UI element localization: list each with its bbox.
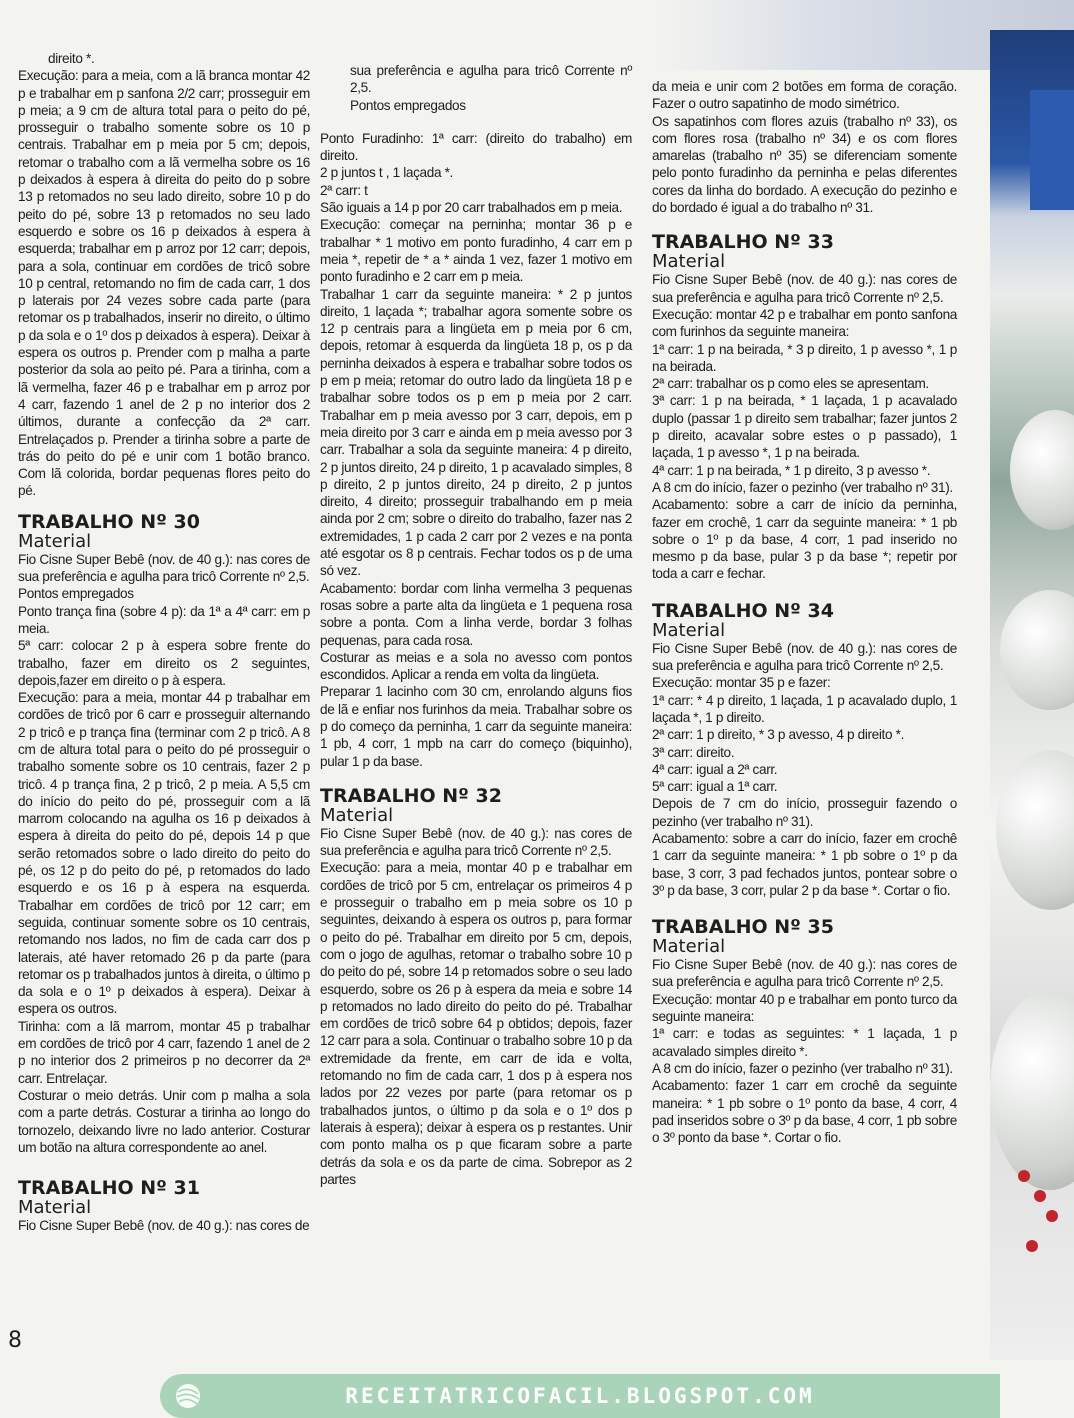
paragraph: Ponto Furadinho: 1ª carr: (direito do trabalho) em direito. <box>320 130 632 164</box>
paragraph: direito *. <box>48 51 95 66</box>
paragraph: 4ª carr: igual a 2ª carr. <box>652 761 778 777</box>
paragraph: 4ª carr: 1 p na beirada, * 1 p direito, 3 p avesso *. <box>652 462 931 478</box>
section-subheading: Material <box>652 251 726 273</box>
photo-shoe-1 <box>1010 410 1074 530</box>
section-heading: TRABALHO Nº 31 <box>18 1177 200 1200</box>
photo-flower <box>1026 1240 1038 1252</box>
section-subheading: Material <box>652 936 726 958</box>
paragraph: A 8 cm do início, fazer o pezinho (ver trabalho nº 31). <box>652 1060 953 1076</box>
paragraph: 1ª carr: 1 p na beirada, * 3 p direito, 1 p avesso *, 1 p na beirada. <box>652 341 957 374</box>
paragraph: Pontos empregados <box>18 586 134 602</box>
paragraph: da meia e unir com 2 botões em forma de coração. Fazer o outro sapatinho de modo simétrico. <box>652 79 957 112</box>
paragraph: Depois de 7 cm do início, prosseguir fazendo o pezinho (ver trabalho nº 31). <box>652 796 957 829</box>
photo-flower <box>1018 1170 1030 1182</box>
section-heading: TRABALHO Nº 35 <box>652 916 834 939</box>
paragraph: Fio Cisne Super Bebê (nov. de 40 g.): nas cores de sua preferência e agulha para tricô Corrente nº 2,5. <box>18 551 310 585</box>
paragraph: São iguais a 14 p por 20 carr trabalhados em p meia. <box>320 200 623 216</box>
paragraph: Acabamento: bordar com linha vermelha 3 pequenas rosas sobre a parte alta da lingüeta e 1 pequena rosa sobre a ponta. Com a linha verde, bordar 3 folhas pequenas, para cada rosa. <box>320 580 632 648</box>
section-heading: TRABALHO Nº 33 <box>652 231 834 254</box>
paragraph: Execução: para a meia, montar 40 p e trabalhar em cordões de tricô por 5 cm, entrelaçar os primeiros 4 p e prosseguir o trabalho em p meia sobre os 10 p seguintes, deixando à espera os outros p, para formar o peito do pé. Trabalhar em direito por 5 cm, depois, com o jogo de agulhas, retomar o trabalho sobre 10 p do peito do pé, sobre 14 p retomados sobre o seu lado esquerdo, sobre os 26 p à espera da meia e sobre 14 p retomados no lado direito do peito do pé. Trabalhar em cordões de tricô sobre 64 p obtidos; depois, fazer 12 carr para a sola. Continuar o trabalho sobre 10 p da extremidade da frente, em carr de ida e volta, retomando no fim de cada carr, 1 dos p à espera nos lados por 22 vezes por parte (para retomar os p trabalhados juntos, o último p da sola e o 1º dos p laterais à espera); deixar à espera os p restantes. Unir com ponto malha os p que ficaram sobre a parte detrás da sola e os da parte de cima. Sobrepor as 2 partes <box>320 860 632 1187</box>
paragraph: Execução: montar 40 p e trabalhar em ponto turco da seguinte maneira: <box>652 991 957 1025</box>
footer-banner <box>160 1374 1000 1418</box>
paragraph: Ponto trança fina (sobre 4 p): da 1ª a 4ª carr: em p meia. <box>18 603 310 636</box>
paragraph: A 8 cm do início, fazer o pezinho (ver trabalho nº 31). <box>652 479 953 495</box>
paragraph: Execução: para a meia, montar 44 p trabalhar em cordões de tricô por 6 carr e prosseguir alternando 2 p tricô e p trança fina (terminar com 2 p tricô. A 8 cm de altura total para o peito do pé prosseguir o trabalho somente sobre os 10 centrais, fazer 2 p tricô. 4 p trança fina, 2 p tricô, 2 p meia. A 5,5 cm do início do peito do pé, prosseguir com a lã marrom colocando na agulha os 16 p deixados à espera à direita do peito do pé, depois 14 p que serão retomados sobre o lado direito do peito do pé, os 12 p do peito do pé, p retomados do lado esquerdo e os 16 p à espera na esquerda. Trabalhar em cordões de tricô por 12 carr; em seguida, continuar somente sobre os 10 centrais, retomando nos lados, no fim de cada carr dos p laterais, até haver retomado 26 p da parte (para retomar os p trabalhados juntos à direita, o último p da sola e o 1º p deixados à espera). Deixar à espera os outros. <box>18 690 310 1017</box>
section-subheading: Material <box>320 804 394 826</box>
section-subheading: Material <box>18 530 92 552</box>
paragraph: Costurar as meias e a sola no avesso com pontos escondidos. Aplicar a renda em volta da lingüeta. <box>320 649 632 683</box>
footer-site-url[interactable]: RECEITATRICOFACIL.BLOGSPOT.COM <box>345 1384 815 1408</box>
paragraph: Fio Cisne Super Bebê (nov. de 40 g.): nas cores de sua preferência e agulha para tricô Corrente nº 2,5. <box>320 825 632 859</box>
photo-shoe-3 <box>996 750 1074 910</box>
paragraph: Trabalhar 1 carr da seguinte maneira: * 2 p juntos direito, 1 laçada *; trabalhar agora somente sobre os 12 p centrais para a lingüeta em p meia por 6 cm, depois, retomar à esquerda da lingüeta 18 p, os p da perninha deixados à espera e trabalhar sobre todos os p em p meia; retomar do outro lado da lingüeta 18 p e trabalhar sobre todos os p em p meia por 2 carr. Trabalhar em p meia avesso por 3 carr, depois, em p meia direito por 3 carr e ainda em p meia avesso por 3 carr. Trabalhar a sola da seguinte maneira: 4 p direito, 2 p juntos direito, 24 p direito, 1 p acavalado simples, 8 p direito, 2 p juntos direito, 24 p direito, 2 p juntos direito, 4 direito; prosseguir trabalhando em p meia ainda por 2 cm; sobre o direito do trabalho, fazer nas 2 extremidades, 1 p cada 2 carr por 2 vezes e na ponta até esgotar os 8 p centrais. Fechar todos os p de uma só vez. <box>320 286 632 579</box>
photo-flower <box>1046 1210 1058 1222</box>
paragraph: Tirinha: com a lã marrom, montar 45 p trabalhar em cordões de tricô por 4 carr, fazendo 1 anel de 2 p no interior dos 2 primeiros p no decorrer da 2ª carr. Entrelaçar. <box>18 1018 310 1086</box>
paragraph: Execução: montar 35 p e fazer: <box>652 675 831 691</box>
paragraph: 3ª carr: 1 p na beirada, * 1 laçada, 1 p acavalado duplo (passar 1 p direito sem trabalhar; fazer juntos 2 p direito, acavalar sobre estes o p passado), 1 laçada, 1 p avesso *, 1 p na beirada. <box>652 393 957 461</box>
page-number: 8 <box>8 1328 22 1353</box>
paragraph: 3ª carr: direito. <box>652 744 735 760</box>
paragraph: 2ª carr: trabalhar os p como eles se apresentam. <box>652 376 929 392</box>
column-right <box>652 78 957 1146</box>
paragraph: Execução: montar 42 p e trabalhar em ponto sanfona com furinhos da seguinte maneira: <box>652 306 957 340</box>
section-subheading: Material <box>18 1197 92 1219</box>
paragraph: 1ª carr: * 4 p direito, 1 laçada, 1 p acavalado duplo, 1 laçada *, 1 p direito. <box>652 692 957 725</box>
paragraph: sua preferência e agulha para tricô Corrente nº 2,5. <box>350 63 632 96</box>
paragraph: 5ª carr: igual a 1ª carr. <box>652 779 778 795</box>
paragraph: 2ª carr: t <box>320 182 368 198</box>
yarn-ball-icon <box>174 1382 202 1410</box>
paragraph: 2ª carr: 1 p direito, * 3 p avesso, 4 p direito *. <box>652 727 904 743</box>
photo-shoe-2 <box>1000 590 1074 710</box>
paragraph: Pontos empregados <box>350 97 466 113</box>
column-middle <box>320 62 632 1188</box>
paragraph: Fio Cisne Super Bebê (nov. de 40 g.): nas cores de <box>18 1218 310 1234</box>
paragraph: Fio Cisne Super Bebê (nov. de 40 g.): nas cores de sua preferência e agulha para tricô Corrente nº 2,5. <box>652 957 957 990</box>
paragraph: Acabamento: sobre a carr de início da perninha, fazer em crochê, 1 carr da seguinte maneira: * 1 pb sobre o 1º p da base, 4 corr, 1 pad inserido no mesmo p da base, pular 3 p da base *; repetir por toda a carr e fechar. <box>652 497 957 582</box>
section-heading: TRABALHO Nº 32 <box>320 784 502 807</box>
photo-blue-band <box>1030 90 1074 210</box>
column-left <box>18 50 310 1234</box>
paragraph: Acabamento: sobre a carr do início, fazer em crochê 1 carr da seguinte maneira: * 1 pb sobre o 1º p da base, 3 corr, 3 pad fechados juntos, pontear sobre o 3º p da base, 3 corr, pular 2 p da base *. Cortar o fio. <box>652 830 957 898</box>
paragraph: Fio Cisne Super Bebê (nov. de 40 g.): nas cores de sua preferência e agulha para tricô Corrente nº 2,5. <box>652 640 957 674</box>
paragraph: Acabamento: fazer 1 carr em crochê da seguinte maneira: * 1 pb sobre o 1º ponto da base, 4 corr, 4 pad inseridos sobre o 3º p da base, 4 corr, 1 pb sobre o 3º ponto da base *. Cortar o fio. <box>652 1078 957 1146</box>
paragraph: 1ª carr: e todas as seguintes: * 1 laçada, 1 p acavalado simples direito *. <box>652 1026 957 1059</box>
section-subheading: Material <box>652 619 726 641</box>
baby-shoes-photo <box>990 30 1074 1360</box>
paragraph: Execução: começar na perninha; montar 36 p e trabalhar * 1 motivo em ponto furadinho, 4 carr em p meia *, repetir de * a * ainda 1 vez, fazer 1 motivo em ponto furadinho e 2 carr em p meia. <box>320 217 632 285</box>
paragraph: Fio Cisne Super Bebê (nov. de 40 g.): nas cores de sua preferência e agulha para tricô Corrente nº 2,5. <box>652 272 957 305</box>
paragraph: 2 p juntos t , 1 laçada *. <box>320 165 453 181</box>
section-heading: TRABALHO Nº 30 <box>18 510 200 533</box>
paragraph: Preparar 1 lacinho com 30 cm, enrolando alguns fios de lã e enfiar nos furinhos da meia. Trabalhar sobre os p do começo da perninha, 1 carr da seguinte maneira: 1 pb, 4 corr, 1 mpb na carr do começo (biquinho), pular 1 p da base. <box>320 684 632 769</box>
paragraph: Os sapatinhos com flores azuis (trabalho nº 33), os com flores rosa (trabalho nº 34) e os com flores amarelas (trabalho nº 35) se diferenciam somente pelo ponto furadinho da perninha e pelas diferentes cores da linha do bordado. A execução do pezinho e do bordado é igual a do trabalho nº 31. <box>652 113 957 216</box>
paragraph: Costurar o meio detrás. Unir com p malha a sola com a parte detrás. Costurar a tirinha ao longo do tornozelo, deixando livre no lado anterior. Costurar um botão na altura correspondente ao anel. <box>18 1087 310 1155</box>
paragraph: 5ª carr: colocar 2 p à espera sobre frente do trabalho, fazer em direito os 2 seguintes, depois,fazer em direito o p à espera. <box>18 638 310 688</box>
photo-flower <box>1034 1190 1046 1202</box>
photo-shoe-4 <box>990 990 1074 1190</box>
paragraph: Execução: para a meia, com a lã branca montar 42 p e trabalhar em p sanfona 2/2 carr; prosseguir em p meia; a 9 cm de altura total para o peito do pé, prosseguir o trabalho somente sobre os 10 p centrais. Trabalhar em p meia por 5 cm; depois, retomar o trabalho com a lã vermelha sobre os 16 p deixados à espera à direita do peito do p sobre 13 p retomados no seu lado direito, sobre 10 p do peito do pé, sobre 13 p retomados no seu lado esquerdo e sobre os 16 p deixados à espera à esquerda; trabalhar em p arroz por 12 carr; depois, para a sola, continuar em cordões de tricô sobre 10 p central, retomando no fim de cada carr, 1 dos p laterais por 24 vezes sobre cada parte (para retomar os p trabalhados, inserir no direito, o último p da sola e o 1º dos p deixados à espera). Deixar à espera os outros p. Prender com p malha a parte posterior da sola ao peito pé. Para a tirinha, com a lã vermelha, fazer 46 p e trabalhar em p arroz por 4 carr, fazendo 1 anel de 2 p no interior dos 2 últimos, durante a confecção da 2ª carr. Entrelaçados p. Prender a tirinha sobre a parte de trás do peito do pé e unir com 1 botão branco. Com lã colorida, bordar pequenas flores peito do pé. <box>18 68 310 499</box>
section-heading: TRABALHO Nº 34 <box>652 599 834 622</box>
